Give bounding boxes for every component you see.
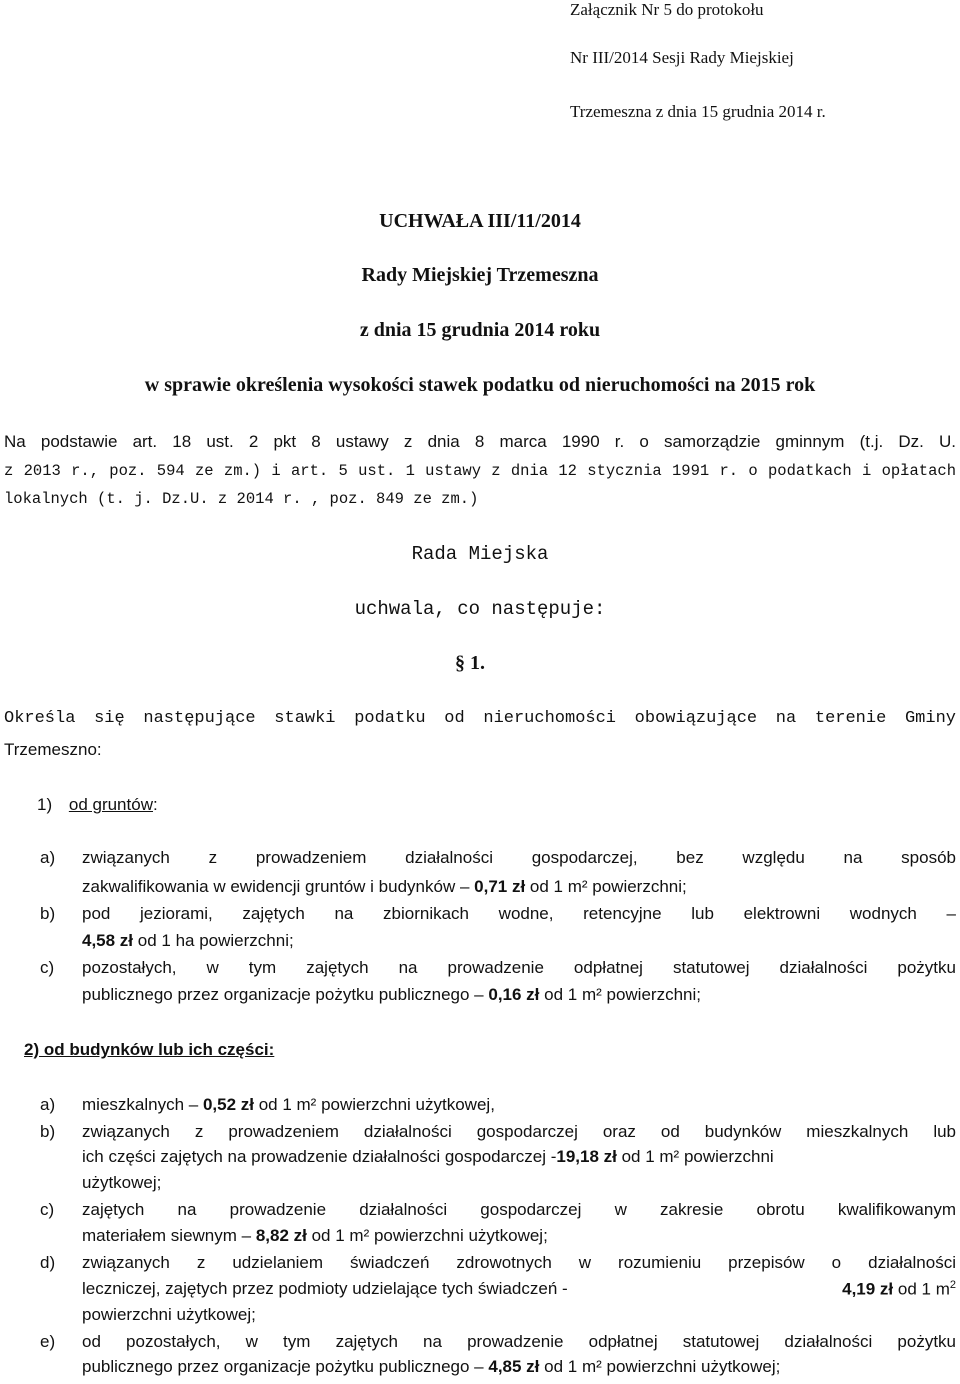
group1-heading: 1) od gruntów: [37,795,158,814]
group2-item-e-amount: 4,85 zł [488,1357,540,1376]
group2-item-a-amount: 0,52 zł [202,1095,254,1114]
group2-item-b-amount: 19,18 zł [556,1147,617,1166]
group2-item-e-letter: e) [40,1332,56,1351]
group2-heading: 2) od budynków lub ich części: [24,1040,275,1059]
group2-item-a-line: mieszkalnych – 0,52 zł od 1 m² powierzchni użytkowej, [82,1095,495,1114]
group1-item-c-line2: publicznego przez organizacje pożytku publicznego – 0,16 zł od 1 m² powierzchni; [82,985,701,1004]
resolution-body-name: Rady Miejskiej Trzemeszna [361,264,599,286]
group1-item-c-line1: pozostałych, w tym zajętych na prowadzenie odpłatnej statutowej działalności pożytku [82,958,956,977]
header-line-1: Załącznik Nr 5 do protokołu [570,0,764,19]
council-name: Rada Miejska [411,543,549,565]
group2-item-e-line1: od pozostałych, w tym zajętych na prowadzenie odpłatnej statutowej działalności pożytku [82,1332,956,1351]
group1-item-b-letter: b) [40,904,56,923]
intro-line-2: Trzemeszno: [4,740,102,759]
group2-item-c-line1: zajętych na prowadzenie działalności gospodarczej w zakresie obrotu kwalifikowanym [82,1200,956,1219]
legal-basis-line-3: lokalnych (t. j. Dz.U. z 2014 r. , poz. 849 ze zm.) [4,490,479,508]
group2-item-c-line2: materiałem siewnym – 8,82 zł od 1 m² powierzchni użytkowej; [82,1226,548,1245]
group1-item-b-line2: 4,58 zł od 1 ha powierzchni; [82,931,294,950]
group2-item-b-line3: użytkowej; [82,1173,162,1192]
group2-item-d-line2: leczniczej, zajętych przez podmioty udzielające tych świadczeń - 4,19 zł od 1 $m^2$ [82,1279,956,1299]
intro-line-1: Określa się następujące stawki podatku od nieruchomości obowiązujące na terenie Gminy [4,709,956,728]
group1-item-c-amount: 0,16 zł [488,985,540,1004]
resolution-title: UCHWAŁA III/11/2014 [379,210,581,232]
group1-item-b-amount: 4,58 zł [82,931,134,950]
group2-item-b-line2: ich części zajętych na prowadzenie działalności gospodarczej -19,18 zł od 1 m² powierzchni [82,1147,774,1166]
group2-item-c-amount: 8,82 zł [255,1226,307,1245]
group2-item-d-line3: powierzchni użytkowej; [82,1305,256,1324]
section-mark: § 1. [455,652,485,674]
group1-item-a-line2: zakwalifikowania w ewidencji gruntów i budynków – 0,71 zł od 1 m² powierzchni; [82,877,687,896]
resolves-phrase: uchwala, co następuje: [354,598,606,620]
group2-item-b-line1: związanych z prowadzeniem działalności gospodarczej oraz od budynków mieszkalnych lub [82,1122,956,1141]
group1-item-b-line1: pod jeziorami, zajętych na zbiornikach wodne, retencyjne lub elektrowni wodnych – [82,904,956,923]
resolution-subject: w sprawie określenia wysokości stawek podatku od nieruchomości na 2015 rok [144,374,816,396]
group2-item-d-amount: 4,19 zł [842,1279,894,1299]
header-line-2: Nr III/2014 Sesji Rady Miejskiej [570,48,794,67]
group1-item-a-line1: związanych z prowadzeniem działalności gospodarczej, bez względu na sposób [82,848,956,867]
header-line-3: Trzemeszna z dnia 15 grudnia 2014 r. [570,102,826,121]
group2-item-b-letter: b) [40,1122,56,1141]
group1-label: od gruntów [68,795,153,814]
resolution-date: z dnia 15 grudnia 2014 roku [359,319,601,341]
legal-basis-line-1: Na podstawie art. 18 ust. 2 pkt 8 ustawy z dnia 8 marca 1990 r. o samorządzie gminnym (t.j. Dz. U. [4,432,956,451]
group2-item-c-letter: c) [40,1200,55,1219]
group2-item-d-line1: związanych z udzielaniem świadczeń zdrowotnych w rozumieniu przepisów o działalności [82,1253,956,1272]
group1-item-a-letter: a) [40,848,56,867]
group2-item-d-letter: d) [40,1253,56,1272]
group2-item-a-letter: a) [40,1095,56,1114]
group1-item-c-letter: c) [40,958,55,977]
group1-item-a-amount: 0,71 zł [474,877,526,896]
group1-number: 1) [37,795,53,814]
group2-item-e-line2: publicznego przez organizacje pożytku publicznego – 4,85 zł od 1 m² powierzchni użytkowej; [82,1357,781,1376]
legal-basis-line-2: z 2013 r., poz. 594 ze zm.) i art. 5 ust. 1 ustawy z dnia 12 stycznia 1991 r. o podatkach i opłatach [4,462,956,480]
